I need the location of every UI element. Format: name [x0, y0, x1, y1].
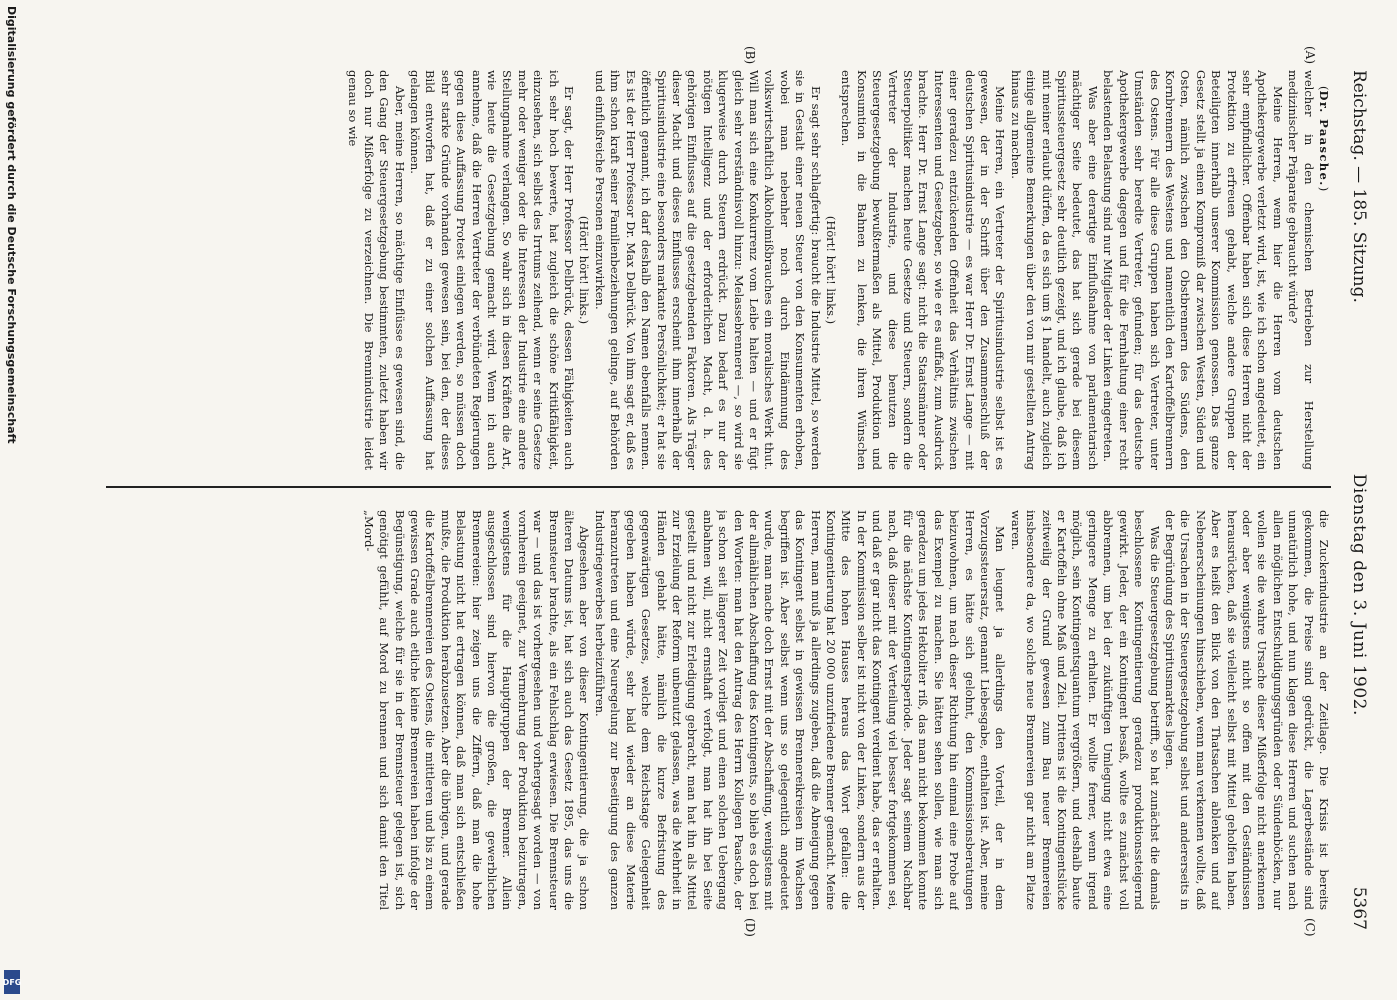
paragraph: Was aber eine derartige Einflußnahme von parlamentarisch mächtiger Seite bedeutet, das hat sich gerade bei diesem Spiritussteuergesetz sehr deutlich gezeigt, und ich glaube, daß ich mit meiner erlaubt dürfen, da es sich um § 1 handelt, auch zugleich einige allgemeine Bemerkungen über den von mir gestellten Antrag hinaus zu machen.: [1008, 70, 1100, 470]
paragraph: Aber, meine Herren, so mächtige Einflüsse es gewesen sind, die den Gang der Steuergesetzgebung bestimmten, zuletzt haben wir doch nur Mißerfolge zu verzeichnen. Die Brennindustrie leidet genau so wie: [346, 70, 407, 470]
margin-marker-b: (B): [743, 46, 757, 65]
acknowledgement-bar: [2, 0, 22, 1000]
paragraph: Man leugnet ja allerdings den Vorteil, der in dem Vorzugssteuersatz, genannt Liebesgabe, enthalten ist. Aber, meine Herren, es hätte sich gelohnt, den Kommissionsberatungen beizuwohnen, um nach dieser Richtung hin einmal eine Probe auf das Exempel zu machen. Sie hätten sehen sollen, wie man sich geradezu um jedes Hektoliter riß, das man nicht bekommen konnte für die nächste Kontingentsperiode. Jeder sagt seinem Nachbar nach, daß dieser mit der Verteilung viel besser fortgekommen sei, und daß er gar nicht das Kontingent verdient habe, das er erhalten. In der Kommission selber ist nicht von der Linken, sondern aus der Mitte des hohen Hauses heraus das Wort gefallen: die Kontingentierung hat 20 000 unzufriedene Brenner gemacht. Meine Herren, man muß ja allerdings zugeben, daß die Abneigung gegen das Kontingent selbst in gewissen Brennereikreisen im Wachsen begriffen ist. Aber selbst wenn uns so gelegentlich angedeutet wurde, man mache doch Ernst mit der Abschaffung, wenigstens mit der allmählichen Abschaffung des Kontingents, so blieb es doch bei den Worten: man hat den Antrag des Herrn Kollegen Paasche, der ja schon seit längerer Zeit vorliegt und einen solchen Uebergang anbahnen will, nicht ernsthaft verfolgt, man hat ihn bei Seite gestellt und nicht zur Erledigung gebracht, man hat ihn als Mittel zur Erzielung der Reform unbenutzt gelassen, was die Mehrheit in Händen gehabt hätte, nämlich die kurze Befristung des gegenwärtigen Gesetzes, welche dem Reichstage Gelegenheit gegeben haben würde, sehr bald wieder an diese Materie heranzutreten und eine Neuregelung zur Beseitigung des ganzen Industriegewerbes herbeizuführen.: [592, 510, 1008, 910]
header-session: Reichstag. — 185. Sitzung.: [1349, 70, 1369, 303]
paragraph: die Zuckerindustrie an der Zeitlage. Die Krisis ist bereits gekommen, die Preise sind gedrückt, die Lagerbestände sind unnatürlich hohe, und nun klagen diese Herren und suchen nach allen möglichen Entschuldigungsgründen oder Sündenböcken, nur wollen sie die wahre Ursache dieser Mißerfolge nicht anerkennen oder aber wenigstens nicht so offen mit den Geständnissen herausrücken, daß sie vielleicht selbst mit Mittel geholfen haben. Aber es heißt den Blick von den Thatsachen ablenken und auf Nebenerscheinungen hinschieben, wenn man verkennen wollte, daß die Ursachen in der Steuergesetzgebung selbst und andererseits in der Begründung des Spiritusmarktes liegen.: [1162, 510, 1331, 910]
paragraph: Er sagt sehr schlagfertig: braucht die Industrie Mittel, so werden sie in Gestalt einer neuen Steuer von den Konsumenten erhoben, wobei man nebenher noch durch Eindämmung des volkswirtschaftlich Alkoholmißbrauches ein moralisches Werk thut. Will man sich eine Konkurrenz vom Leibe halten — und er fügt gleich sehr verständnisvoll hinzu: Melassebrennerei —, so wird sie klugerweise durch Steuern erdrückt. Dazu bedarf es nur der nötigen Intelligenz und der erforderlichen Macht, d. h. des gehörigen Einflusses auf die gesetzgebenden Faktoren. Als Träger dieser Macht und dieses Einflusses erscheint ihm innerhalb der Spiritusindustrie eine besonders markante Persönlichkeit; er hat sie öffentlich genannt, ich darf deshalb den Namen ebenfalls nennen. Es ist der Herr Professor Dr. Max Delbrück. Von ihm sagt er, daß es ihm schon kraft seiner Familienbeziehungen gelinge, auf Behörden und einflußreiche Personen einzuwirken.: [592, 70, 823, 470]
left-text-column: [91, 70, 1331, 470]
interjection: (Hört! hört! links.): [577, 215, 592, 325]
margin-marker-a: (A): [1303, 46, 1317, 65]
paragraph: Meine Herren, wenn hier die Herren vom deutschen Apothekergewerbe verletzt wird, ist, wie ich schon angedeutet, ein sehr empfindlicher. Offenbar haben sich diese Herren nicht der Protektion zu erfreuen gehabt, welche andere Gruppen der Beteiligten innerhalb unserer Kommission genossen. Das ganze Gesetz stellt ja einen Kompromiß dar zwischen Westen, Süden und Osten, nämlich zwischen den Obstbrennern des Südens, den Kornbrennern des Westens und namentlich den Kartoffelbrennern des Ostens. Für alle diese Gruppen haben sich Vertreter, unter Umständen sehr beredte Vertreter, gefunden; für das deutsche Apothekergewerbe dagegen und für die Fernhaltung einer recht belastenden Belastung sind nur Mitglieder der Linken eingetreten.: [1101, 70, 1285, 470]
acknowledgement-text: Digitalisierung gefördert durch die Deutsche Forschungsgemeinschaft: [5, 6, 19, 444]
page-header: [1339, 70, 1369, 930]
interjection: (Hört! hört! links.): [824, 215, 838, 325]
paragraph: Was die Steuergesetzgebung betrifft, so hat zunächst die damals beschlossene Kontingentierung geradezu produktionssteigernd gewirkt. Jeder, der ein Kontingent besaß, wollte es zunächst voll abbrennen, um bei der zukünftigen Umlegung nicht etwa eine geringere Menge zu erhalten. Er wollte ferner, wenn irgend möglich, sein Kontingentsquantum vergrößern, und deshalb baute er Kartoffeln ohne Maß und Ziel. Drittens ist die Kontingentslücke zeitweilig der Grund gewesen zum Bau neuer Brennereien insbesondere da, wo solche neue Brennereien gar nicht am Platze waren.: [1008, 510, 1162, 910]
paragraph: Er sagt, der Herr Professor Delbrück, dessen Fähigkeiten auch ich sehr hoch bewerte, hat zugleich die schöne Kritikfähigkeit, einzusehen, sich selbst des Irrtums zeihend, wenn er seine Gesetze mehr oder weniger oder die Interessen der Industrie eine andere Stellungnahme verlangen. So wahr sich in diesen Kräften die Art, wie heute die Gesetzgebung gemacht wird. Wenn ich auch annehme, daß die Herren Vertreter der verbündeten Regierungen gegen diese Auffassung Protest einlegen werden, so müssen doch sehr starke Gründe vorhanden gewesen sein, bei den, der dieses Bild entworfen hat, daß er zu einer solchen Auffassung hat gelangen können.: [408, 70, 577, 470]
right-text-column: [91, 510, 1331, 910]
speaker-name: Dr. Paasche.: [1317, 90, 1331, 187]
page-number: 5367: [1349, 886, 1369, 930]
dfg-logo-icon: DFG: [4, 970, 20, 994]
margin-marker-c: (C): [1303, 918, 1317, 937]
paragraph: Abgesehen aber von dieser Kontingentierung, die ja schon älteren Datums ist, hat sich auch das Gesetz 1895, das uns die Brennsteuer brachte, als ein Fehlschlag erwiesen. Die Brennsteuer war — und das ist vorhergesehen und vorhergesagt worden — von vornherein geeignet, zur Vermehrung der Produktion beizutragen, wenigstens für die Hauptgruppen der Brenner. Allein ausgeschlossen sind hiervon die großen, die gewerblichen Brennereien: hier zeigen uns die Ziffern, daß man die hohe Belastung nicht hat ertragen können, daß man sich entschließen mußte, die Produktion herabzusetzen. Aber die übrigen, und gerade die Kartoffelbrennereien des Ostens, die mittleren und bis zu einem gewissen Grade auch etliche kleine Brennereien haben infolge der Begünstigung, welche für sie in der Brennsteuer gelegen ist, sich genötigt gefühlt, auf Mord zu brennen und sich damit den Titel „Mord-: [361, 510, 592, 910]
speaker-label: (Dr. Paasche.): [1317, 86, 1331, 192]
margin-marker-d: (D): [743, 918, 757, 937]
paragraph: Meine Herren, ein Vertreter der Spiritusindustrie selbst ist es gewesen, der in der Schrift über den Zusammenschluß der deutschen Spiritusindustrie — es war Herr Dr. Ernst Lange — mit einer geradezu entzückenden Offenheit das Verhältnis zwischen Interessenten und Gesetzgeber, so wie er es auffaßt, zum Ausdruck brachte. Herr Dr. Ernst Lange sagt: nicht die Staatsmänner oder Steuerpolitiker machen heute Gesetze und Steuern, sondern die Vertreter der Industrie, und diese benutzen die Steuergesetzgebung bewußtermaßen als Mittel, Produktion und Konsumtion in die Bahnen zu lenken, die ihren Wünschen entsprechen.: [839, 70, 1008, 470]
paragraph: welcher in den chemischen Betrieben zur Herstellung medizinischer Präparate gebraucht würde?: [1286, 70, 1316, 470]
column-divider: [106, 486, 1331, 488]
header-date: Dienstag den 3. Juni 1902.: [1349, 473, 1369, 716]
